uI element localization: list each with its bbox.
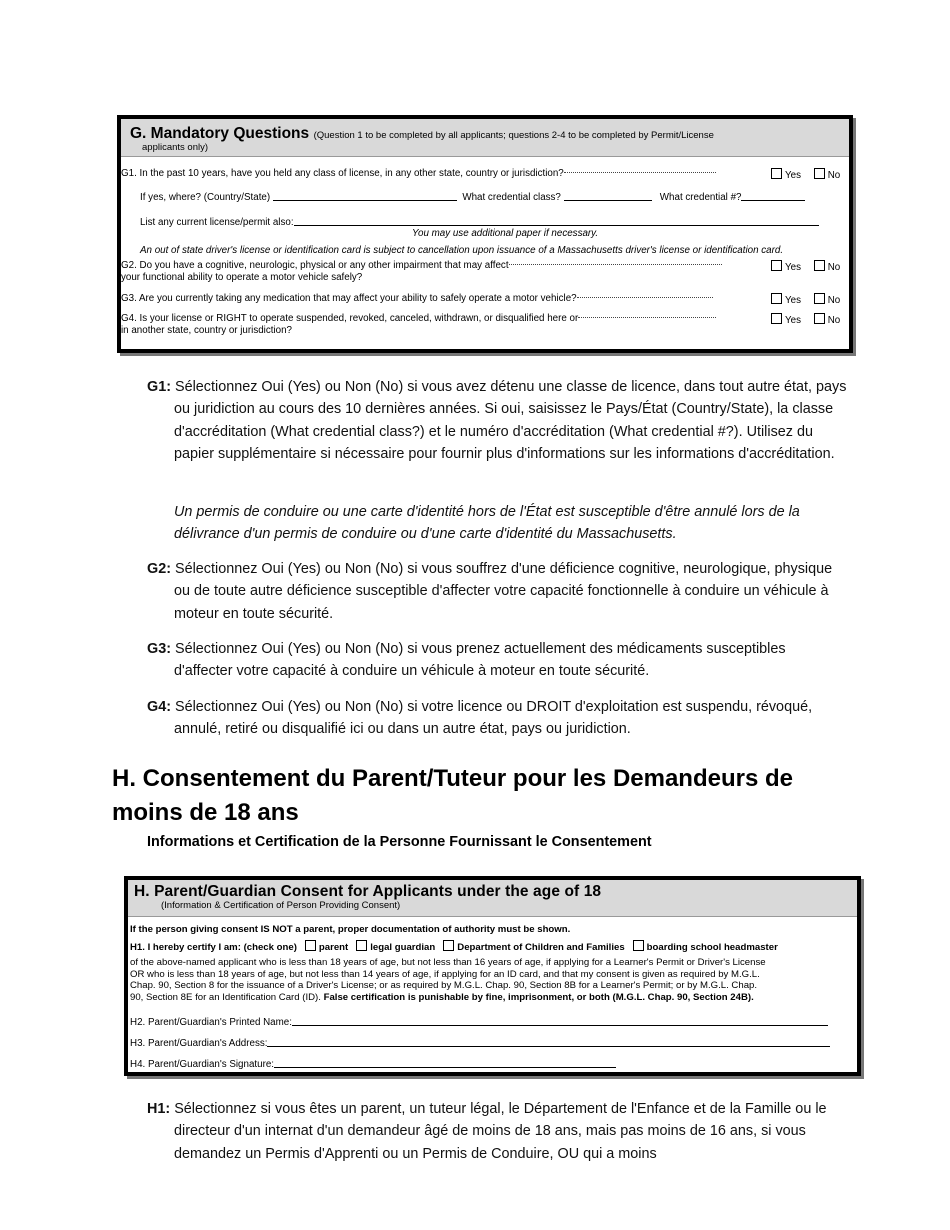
h2-row: H2. Parent/Guardian's Printed Name: (130, 1017, 828, 1029)
h2-name-field[interactable] (292, 1025, 828, 1026)
g1-list-field[interactable] (294, 225, 819, 226)
g3-explanation (147, 638, 847, 683)
section-h-title: H. Consentement du Parent/Tuteur pour les Demandeurs de moins de 18 ans (112, 765, 793, 826)
h3-address-field[interactable] (267, 1046, 830, 1047)
g1-yes-no[interactable]: Yes No (771, 168, 840, 181)
form-h-notice: If the person giving consent IS NOT a parent, proper documentation of authority must be shown. (130, 924, 571, 935)
form-h-image (124, 876, 861, 1076)
g1-warning: An out of state driver's license or identification card is subject to cancellation upon issuance of a Massachusetts driver's license or identification card. (140, 245, 784, 256)
h4-row: H4. Parent/Guardian's Signature: (130, 1059, 616, 1071)
g1-explanation-label: G1: (147, 379, 171, 395)
g2-yes-checkbox[interactable] (771, 260, 782, 271)
h1-explanation-text: Sélectionnez si vous êtes un parent, un tuteur légal, le Département de l'Enfance et de la Famille ou le directeur d'un internat d'un demandeur âgé de moins de 18 ans, mais pas moins de 16 ans, si vous demandez un Permis d'Apprenti ou un Permis de Conduire, OU qui a moins (174, 1101, 827, 1162)
g2-explanation (147, 558, 847, 625)
g3-yes-no[interactable]: Yes No (771, 293, 840, 306)
g2-explanation-label: G2: (147, 561, 171, 577)
g1-class-field[interactable] (564, 200, 652, 201)
g3-question: G3. Are you currently taking any medication that may affect your ability to safely operate a motor vehicle? (121, 293, 713, 305)
h1-explanation (147, 1098, 847, 1165)
g2-question: G2. Do you have a cognitive, neurologic, physical or any other impairment that may affect your functional ability to operate a motor vehicle safely? (121, 260, 722, 284)
g3-explanation-text: Sélectionnez Oui (Yes) ou Non (No) si vous prenez actuellement des médicaments susceptibles d'affecter votre capacité à conduire un véhicule à moteur en toute sécurité. (174, 641, 786, 680)
h3-row: H3. Parent/Guardian's Address: (130, 1038, 830, 1050)
g1-where-row: If yes, where? (Country/State) What credential class? What credential #? (140, 192, 805, 204)
g2-yes-no[interactable]: Yes No (771, 260, 840, 273)
form-g-image (117, 115, 853, 353)
g1-question: G1. In the past 10 years, have you held any class of license, in any other state, country or jurisdiction? (121, 168, 716, 180)
parent-checkbox[interactable] (305, 940, 316, 951)
g1-explanation-note: Un permis de conduire ou une carte d'identité hors de l'État est susceptible d'être annulé lors de la délivrance d'un permis de conduire ou d'une carte d'identité du Massachusetts. (174, 504, 800, 543)
g3-explanation-label: G3: (147, 641, 171, 657)
form-h-header (128, 880, 857, 917)
form-g-title: G. Mandatory Questions (130, 125, 310, 142)
form-g-subtitle-1: (Question 1 to be completed by all applicants; questions 2-4 to be completed by Permit/License (313, 130, 714, 141)
g4-no-checkbox[interactable] (814, 313, 825, 324)
form-h-title: H. Parent/Guardian Consent for Applicants under the age of 18 (134, 883, 602, 900)
g2-no-checkbox[interactable] (814, 260, 825, 271)
h1-explanation-label: H1: (147, 1101, 171, 1117)
g1-no-checkbox[interactable] (814, 168, 825, 179)
h1-label: H1. I hereby certify I am: (check one) (130, 942, 297, 953)
g1-explanation-text: Sélectionnez Oui (Yes) ou Non (No) si vous avez détenu une classe de licence, dans tout autre état, pays ou juridiction au cours des 10 dernières années. Si oui, saisissez le Pays/État (Country/State), la classe d'accréditation (What credential class?) et le numéro d'accréditation (What credential #?). Utilisez du papier supplémentaire si nécessaire pour fournir plus d'informations sur les informations d'accréditation. (174, 379, 847, 463)
g1-explanation (147, 376, 847, 466)
h4-signature-field[interactable] (274, 1067, 616, 1068)
g3-yes-checkbox[interactable] (771, 293, 782, 304)
g2-explanation-text: Sélectionnez Oui (Yes) ou Non (No) si vous souffrez d'une déficience cognitive, neurologique, physique ou de toute autre déficience susceptible d'affecter votre capacité fonctionnelle à conduire un véhicule à moteur en toute sécurité. (174, 561, 833, 622)
g1-where-field[interactable] (273, 200, 457, 201)
headmaster-checkbox[interactable] (633, 940, 644, 951)
g1-paper-note: You may use additional paper if necessary. (412, 228, 599, 239)
g4-yes-no[interactable]: Yes No (771, 313, 840, 326)
g4-question: G4. Is your license or RIGHT to operate suspended, revoked, canceled, withdrawn, or disqualified here or in another state, country or jurisdiction? (121, 313, 716, 337)
g4-explanation (147, 696, 847, 741)
h1-certification: of the above-named applicant who is less than 18 years of age, but not less than 16 years of age, if applying for a Learner's Permit or Driver's License OR who is less than 18 years of age, but not less than 14 years of age, if applying for an ID card, and that my consent is given as required by M.G.L. Chap. 90, Section 8 for the issuance of a Driver's License; or as required by M.G.L. Chap. 90, Section 8B for a Learner's Permit; or by M.G.L. Chap. 90, Section 8E for an Identification Card (ID). False certification is punishable by fine, imprisonment, or both (M.G.L. Chap. 90, Section 24B). (130, 957, 766, 1003)
g4-explanation-text: Sélectionnez Oui (Yes) ou Non (No) si votre licence ou DROIT d'exploitation est suspendu, révoqué, annulé, retiré ou disqualifié ici ou dans un autre état, pays ou juridiction. (174, 699, 813, 738)
section-h-subtitle: Informations et Certification de la Personne Fournissant le Consentement (147, 834, 652, 850)
g1-number-field[interactable] (741, 200, 805, 201)
g4-explanation-label: G4: (147, 699, 171, 715)
form-g-header (121, 119, 849, 157)
form-g-subtitle-2: applicants only) (142, 142, 209, 153)
h1-options-row: H1. I hereby certify I am: (check one) parent legal guardian Department of Children and Families boarding school headmaster (130, 942, 778, 953)
form-h-subtitle: (Information & Certification of Person Providing Consent) (161, 900, 401, 911)
dcf-checkbox[interactable] (443, 940, 454, 951)
g4-yes-checkbox[interactable] (771, 313, 782, 324)
g1-list-row: List any current license/permit also: (140, 217, 819, 229)
g3-no-checkbox[interactable] (814, 293, 825, 304)
g1-yes-checkbox[interactable] (771, 168, 782, 179)
legal-guardian-checkbox[interactable] (356, 940, 367, 951)
